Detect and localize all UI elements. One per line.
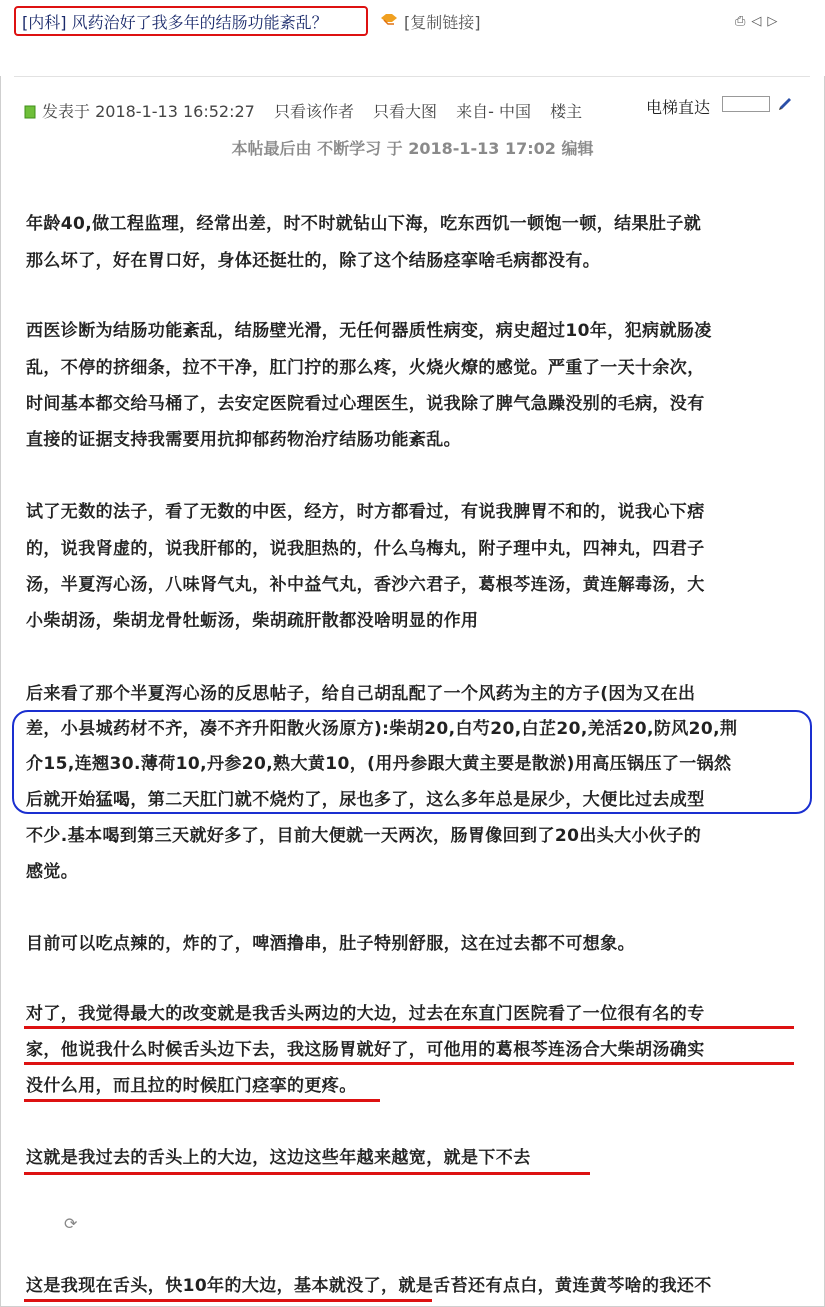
edit-notice: 本帖最后由 不断学习 于 2018-1-13 17:02 编辑 bbox=[231, 139, 594, 158]
divider bbox=[14, 76, 810, 77]
post-time: 发表于 2018-1-13 16:52:27 bbox=[42, 102, 255, 121]
content-line: 乱，不停的挤细条，拉不干净，肛门拧的那么疼，火烧火燎的感觉。严重了一天十余次， bbox=[26, 358, 705, 378]
elevator-input[interactable] bbox=[722, 96, 770, 112]
content-line: 后来看了那个半夏泻心汤的反思帖子，给自己胡乱配了一个风药为主的方子(因为又在出 bbox=[26, 684, 696, 704]
content-line: 西医诊断为结肠功能紊乱，结肠壁光滑，无任何器质性病变，病史超过10年，犯病就肠凌 bbox=[26, 321, 712, 341]
content-line: 那么坏了，好在胃口好，身体还挺壮的，除了这个结肠痉挛啥毛病都没有。 bbox=[26, 251, 601, 271]
post-source: 来自- 中国 bbox=[456, 102, 532, 121]
next-thread-icon[interactable]: ▷ bbox=[767, 14, 784, 29]
image-loading-icon: ⟳ bbox=[64, 1214, 78, 1233]
content-line: 的，说我肾虚的，说我肝郁的，说我胆热的，什么乌梅丸，附子理中丸，四神丸，四君子 bbox=[26, 539, 705, 559]
red-underline bbox=[24, 1099, 380, 1102]
red-underline bbox=[24, 1299, 432, 1302]
post-meta bbox=[42, 99, 596, 122]
content-line: 对了，我觉得最大的改变就是我舌头两边的大边，过去在东直门医院看了一位很有名的专 bbox=[26, 1004, 705, 1024]
content-line: 时间基本都交给马桶了，去安定医院看过心理医生，说我除了脾气急躁没别的毛病，没有 bbox=[26, 394, 705, 414]
prev-thread-icon[interactable]: ◁ bbox=[751, 14, 768, 29]
content-line: 这是我现在舌头，快10年的大边，基本就没了，就是舌苔还有点白，黄连黄芩啥的我还不 bbox=[26, 1276, 712, 1296]
content-line: 不少.基本喝到第三天就好多了，目前大便就一天两次，肠胃像回到了20出头大小伙子的 bbox=[26, 826, 702, 846]
print-icon[interactable]: ⎙ bbox=[735, 14, 752, 29]
thread-header bbox=[0, 0, 825, 76]
content-line: 目前可以吃点辣的，炸的了，啤酒撸串，肚子特别舒服，这在过去都不可想象。 bbox=[26, 934, 635, 954]
content-line: 家，他说我什么时候舌头边下去，我这肠胃就好了，可他用的葛根芩连汤合大柴胡汤确实 bbox=[26, 1040, 705, 1060]
red-underline bbox=[24, 1172, 590, 1175]
floor-label: 楼主 bbox=[550, 102, 583, 121]
thread-title[interactable]: [内科] 风药治好了我多年的结肠功能紊乱？ bbox=[22, 13, 328, 32]
content-line: 介15,连翘30.薄荷10,丹参20,熟大黄10，(用丹参跟大黄主要是散淤)用高压锅压了一锅然 bbox=[26, 754, 732, 774]
content-line: 汤，半夏泻心汤，八味肾气丸，补中益气丸，香沙六君子，葛根芩连汤，黄连解毒汤，大 bbox=[26, 575, 705, 595]
red-underline bbox=[24, 1026, 794, 1029]
content-line: 没什么用，而且拉的时候肛门痉挛的更疼。 bbox=[26, 1076, 357, 1096]
online-status-icon bbox=[24, 105, 36, 119]
content-line: 差，小县城药材不齐，凑不齐升阳散火汤原方):柴胡20,白芍20,白芷20,羌活20,防风20,荆 bbox=[26, 719, 738, 739]
content-line: 后就开始猛喝，第二天肛门就不烧灼了，尿也多了，这么多年总是尿少，大便比过去成型 bbox=[26, 790, 705, 810]
content-line: 试了无数的法子，看了无数的中医，经方，时方都看过，有说我脾胃不和的，说我心下痞 bbox=[26, 502, 705, 522]
content-line: 年龄40,做工程监理，经常出差，时不时就钻山下海，吃东西饥一顿饱一顿，结果肚子就 bbox=[26, 214, 702, 234]
elevator-label: 电梯直达 bbox=[646, 98, 711, 117]
go-pencil-icon[interactable] bbox=[777, 94, 793, 110]
copy-link-button[interactable]: [复制链接] bbox=[404, 13, 481, 32]
red-underline bbox=[24, 1062, 794, 1065]
only-author-link[interactable]: 只看该作者 bbox=[273, 102, 354, 121]
only-images-link[interactable]: 只看大图 bbox=[373, 102, 438, 121]
content-line: 这就是我过去的舌头上的大边，这边这些年越来越宽，就是下不去 bbox=[26, 1148, 531, 1168]
content-line: 小柴胡汤，柴胡龙骨牡蛎汤，柴胡疏肝散都没啥明显的作用 bbox=[26, 611, 479, 631]
content-line: 直接的证据支持我需要用抗抑郁药物治疗结肠功能紊乱。 bbox=[26, 430, 461, 450]
copy-link-icon[interactable] bbox=[380, 12, 398, 26]
thread-tools bbox=[735, 14, 783, 29]
content-line: 感觉。 bbox=[26, 862, 79, 882]
